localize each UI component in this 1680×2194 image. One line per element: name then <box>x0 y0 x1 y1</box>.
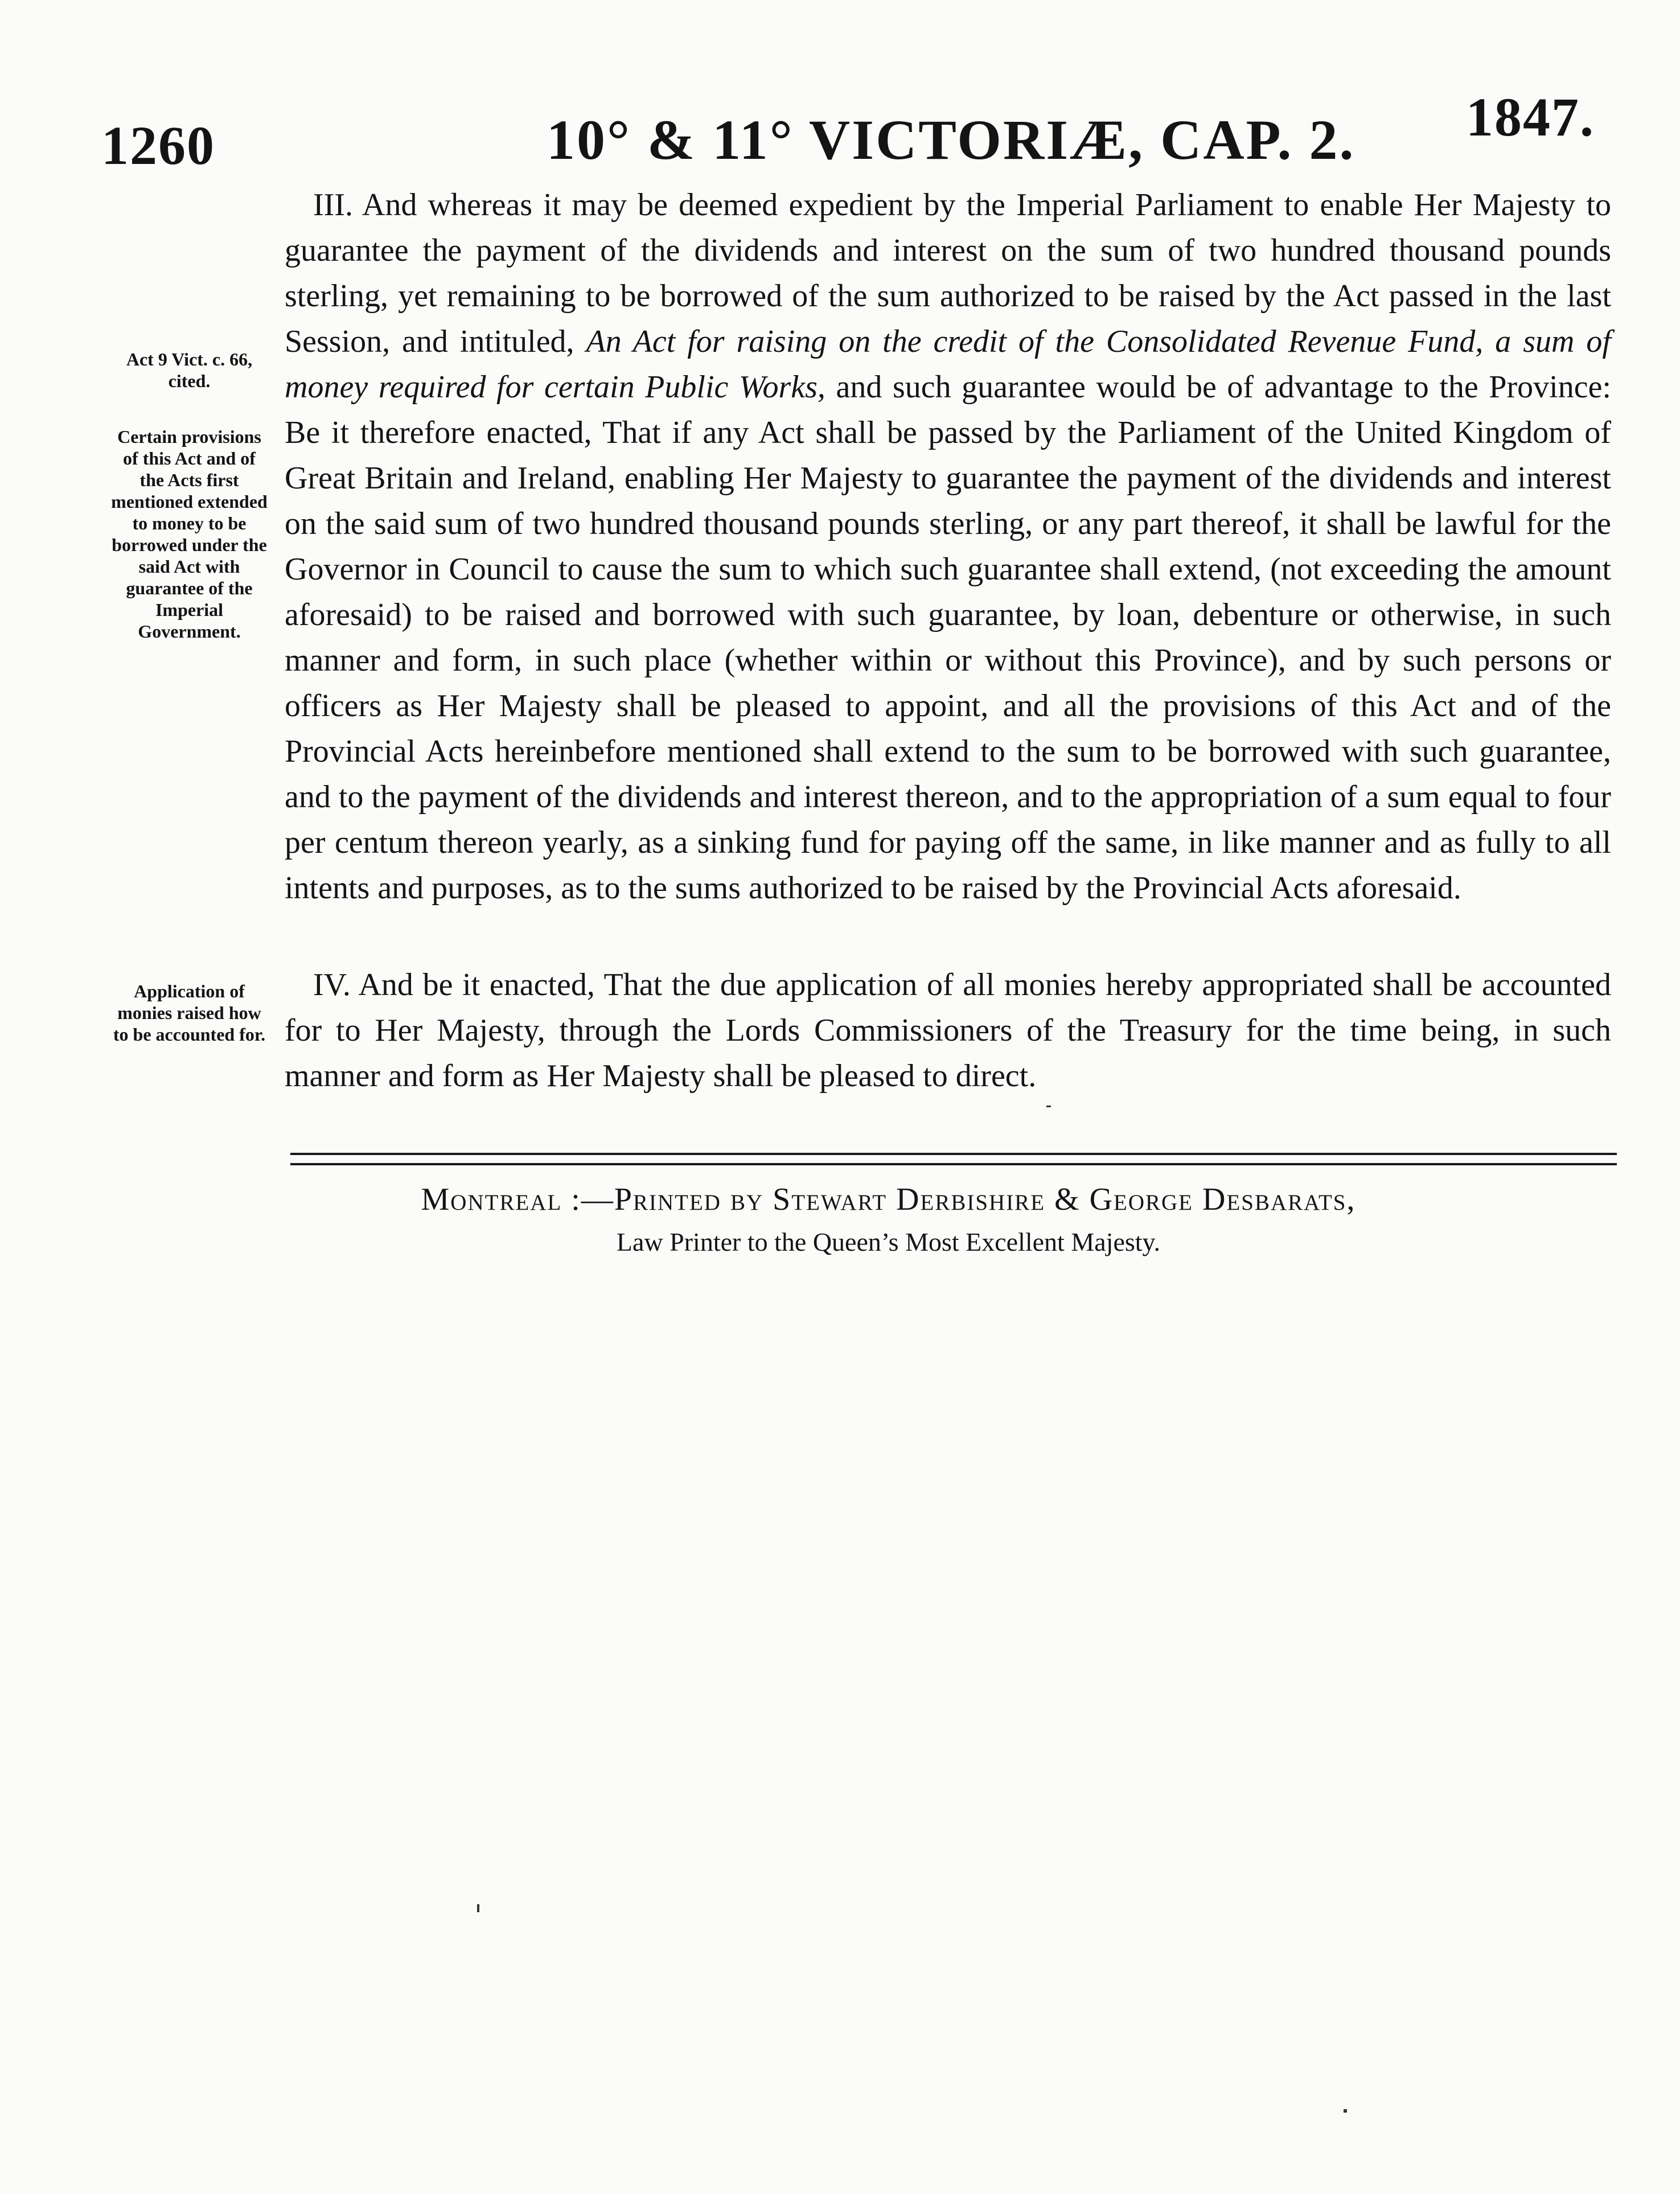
running-title: 10° & 11° VICTORIÆ, CAP. 2. <box>547 108 1355 171</box>
double-rule <box>290 1153 1617 1165</box>
year: 1847. <box>1466 87 1595 147</box>
section-iii-text-b: and such guarantee would be of advantage to the Province: Be it therefore enacted, That if any Act shall be passed by the Parliament of the United Kingdom of Great Britain and Ireland, enabling Her Majesty to guarantee the payment of the dividends and interest on the said sum of two hundred thousand pounds sterling, or any part thereof, it shall be lawful for the Governor in Council to cause the sum to which such guarantee shall extend, (not exceeding the amount aforesaid) to be raised and borrowed with such guarantee, by loan, debenture or otherwise, in such manner and form, in such place (whether within or without this Province), and by such persons or officers as Her Majesty shall be pleased to appoint, and all the provisions of this Act and of the Provincial Acts hereinbefore mentioned shall extend to the sum to be borrowed with such guarantee, and to the payment of the dividends and interest thereon, and to the appropriation of a sum equal to four per centum thereon yearly, as a sinking fund for paying off the same, in like manner and as fully to all intents and purposes, as to the sums authorized to be raised by the Provincial Acts aforesaid. <box>285 369 1612 906</box>
print-speck <box>1344 2109 1347 2113</box>
section-iii-paragraph <box>285 182 1611 911</box>
sidenote-application: Application of monies raised how to be accounted for. <box>113 981 266 1045</box>
section-iii-text-a: III. And whereas it may be deemed expedient by the Imperial Parliament to enable Her Majesty to guarantee the payment of the dividends and interest on the sum of two hundred thousand pounds sterling, yet remaining to be borrowed of the sum authorized to be raised by the Act passed in the last Session, and intituled, <box>285 187 1611 359</box>
imprint-printers: Montreal :—Printed by Stewart Derbishire & George Desbarats, <box>421 1182 1356 1217</box>
section-iii-act-title: An Act for raising on the credit of the Consolidated Revenue Fund, a sum of money required for certain Public Works, <box>285 324 1611 405</box>
sidenote-act-cited: Act 9 Vict. c. 66, cited. <box>126 349 253 391</box>
print-speck <box>477 1904 479 1912</box>
print-speck <box>1046 1106 1051 1107</box>
page-number: 1260 <box>101 115 215 176</box>
imprint-law-printer: Law Printer to the Queen’s Most Excellent Majesty. <box>616 1227 1161 1256</box>
section-iv-paragraph: IV. And be it enacted, That the due application of all monies hereby appropriated shall be accounted for to Her Majesty, through the Lords Commissioners of the Treasury for the time being, in such manner and form as Her Majesty shall be pleased to direct. <box>285 967 1611 1094</box>
section-iv <box>285 962 1611 1099</box>
sidenote-certain-provisions: Certain provisions of this Act and of the Acts first mentioned extended to money to be borrowed under the said Act with guarantee of the Imperial Government. <box>111 426 268 642</box>
section-iii <box>285 182 1611 911</box>
